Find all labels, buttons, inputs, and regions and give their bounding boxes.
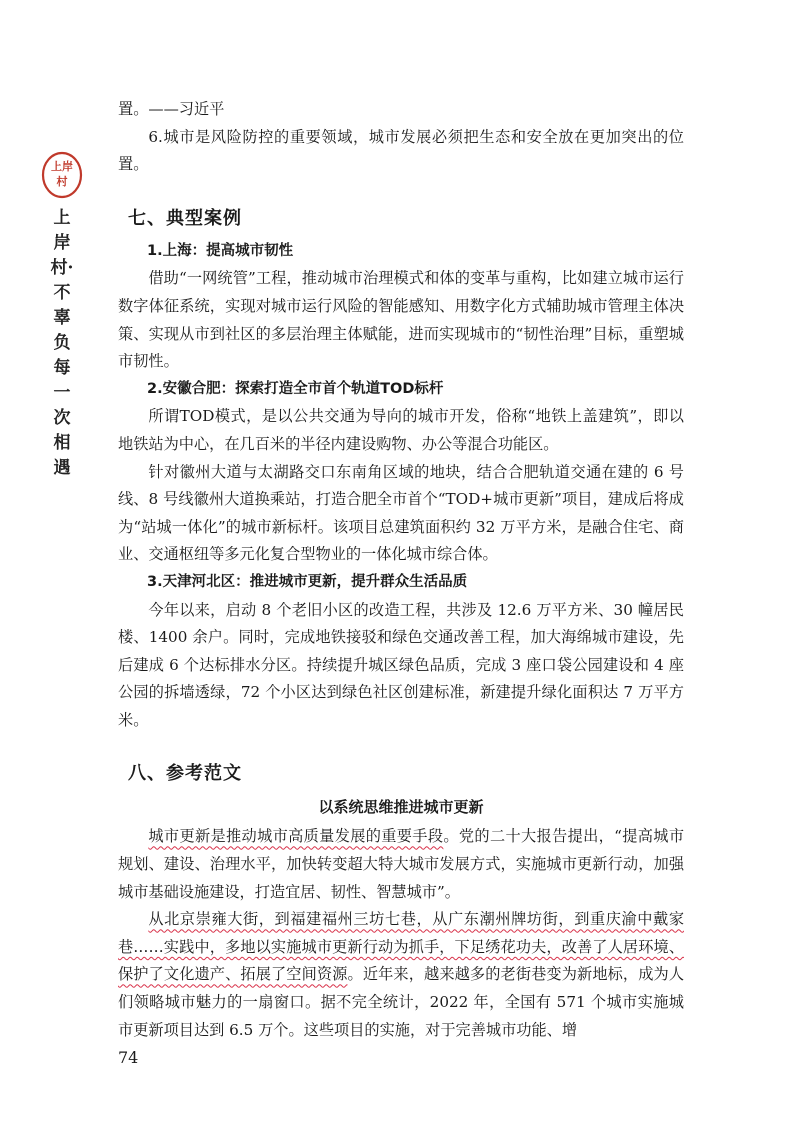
paragraph-text: 。近年来，越来越多的老街巷变为新地标，成为人们领略城市魅力的一扇窗口。据不完全统计，2022 年，全国有 571 个城市实施城市更新项目达到 6.5 万个。这些项目的实施，对于完善城市功能、增 [118,965,685,1039]
sidebar-slogan: 上岸村·不辜负每一次相遇 [50,208,74,478]
essay-paragraph-1 [118,823,684,906]
item-6: 6.城市是风险防控的重要领域，城市发展必须把生态和安全放在更加突出的位置。 [118,127,684,174]
svg-text:上岸: 上岸 [51,160,73,173]
case-3-text: 今年以来，启动 8 个老旧小区的改造工程，共涉及 12.6 万平方米、30 幢居民楼、1400 余户。同时，完成地铁接驳和绿色交通改善工程，加大海绵城市建设，先后建成 6 个达标排水分区。持续提升城区绿色品质，完成 3 座口袋公园建设和 4 座公园的拆墙透绿，72 个小区达到绿色社区创建标准，新建提升绿化面积达 7 万平方米。 [118,600,684,729]
page-number: 74 [118,1048,139,1067]
section-7-heading: 七、典型案例 [128,207,242,229]
essay-paragraph-2 [118,906,684,1044]
logo-seal [40,150,84,200]
case-2-title: 2.安徽合肥：探索打造全市首个轨道TOD标杆 [147,380,444,397]
case-1-title: 1.上海：提高城市韧性 [147,242,294,259]
underlined-sentence: 城市更新是推动城市高质量发展的重要手段 [148,827,444,846]
quote-end: 置。——习近平 [118,100,225,118]
section-8-heading: 八、参考范文 [128,763,242,785]
case-3-title: 3.天津河北区：推进城市更新，提升群众生活品质 [147,573,468,590]
case-1-text: 借助“一网统管”工程，推动城市治理模式和体的变革与重构，比如建立城市运行数字体征系统，实现对城市运行风险的智能感知、用数字化方式辅助城市管理主体决策、实现从市到社区的多层治理主体赋能，进而实现城市的“韧性治理”目标，重塑城市韧性。 [118,269,684,371]
page-content [118,96,684,1044]
underlined-sentence: 从北京崇雍大街，到福建福州三坊七巷，从广东潮州牌坊街，到重庆渝中戴家巷……实践中，多地以实施城市更新行动为抓手，下足绣花功夫，改善了人居环境、保护了文化遗产、拓展了空间资源 [118,910,684,984]
case-2-text-2: 针对徽州大道与太湖路交口东南角区域的地块，结合合肥轨道交通在建的 6 号线、8 号线徽州大道换乘站，打造合肥全市首个“TOD+城市更新”项目，建成后将成为“站城一体化”的城市新标杆。该项目总建筑面积约 32 万平方米，是融合住宅、商业、交通枢纽等多元化复合型物业的一体化城市综合体。 [118,462,684,564]
svg-text:村: 村 [56,175,68,188]
paragraph-text: 。党的二十大报告提出，“提高城市规划、建设、治理水平，加快转变超大特大城市发展方式，实施城市更新行动，加强城市基础设施建设，打造宜居、韧性、智慧城市”。 [118,827,685,901]
case-2-text-1: 所谓TOD模式，是以公共交通为导向的城市开发，俗称“地铁上盖建筑”，即以地铁站为中心，在几百米的半径内建设购物、办公等混合功能区。 [118,407,684,453]
essay-title: 以系统思维推进城市更新 [318,798,484,817]
